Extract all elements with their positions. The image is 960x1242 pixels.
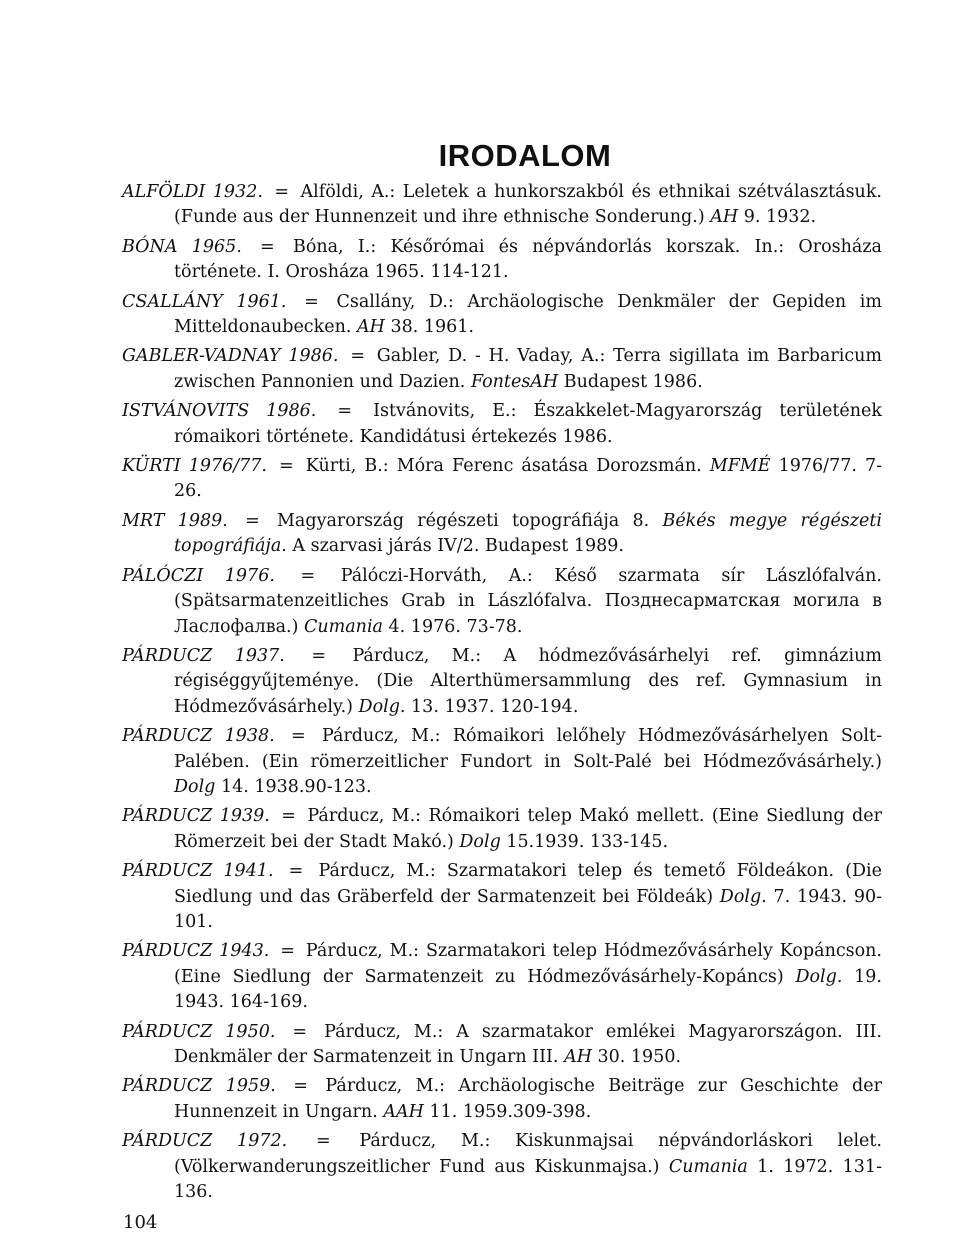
reference-key: PÁRDUCZ 1943. (122, 941, 270, 962)
reference-entry (122, 1020, 882, 1071)
reference-journal: Dolg. (719, 886, 767, 907)
reference-text: Párducz, M.: Szarmatakori telep és temető Földeákon. (Die Siedlung und das Gräberfeld der Sarmatenzeit bei Földeák) (174, 861, 882, 907)
reference-entry (122, 804, 882, 855)
reference-text: 7. 1943. 90-101. (174, 886, 883, 932)
reference-entry (122, 454, 882, 505)
equals-sign: = (260, 236, 275, 257)
reference-text: 14. 1938.90-123. (215, 776, 372, 797)
equals-sign: = (291, 726, 306, 747)
reference-key: PÁLÓCZI 1976. (122, 565, 275, 586)
reference-key: GABLER-VADNAY 1986. (122, 346, 339, 367)
reference-text: 9. 1932. (738, 207, 817, 228)
reference-key: PÁRDUCZ 1938. (122, 726, 275, 747)
reference-entry (122, 290, 882, 341)
reference-text: Párducz, M.: Archäologische Beiträge zur Geschichte der Hunnenzeit in Ungarn. (174, 1076, 882, 1122)
reference-journal: Cumania (303, 616, 383, 637)
reference-key: PÁRDUCZ 1941. (122, 861, 274, 882)
reference-text: Gabler, D. - H. Vaday, A.: Terra sigillata im Barbaricum zwischen Pannonien und Dazien. (174, 346, 882, 392)
reference-key: PÁRDUCZ 1937. (122, 645, 285, 666)
reference-text: 19. 1943. 164-169. (174, 966, 882, 1013)
reference-journal: AAH (383, 1101, 424, 1122)
equals-sign: = (280, 941, 295, 962)
page-number: 104 (123, 1212, 158, 1233)
equals-sign: = (315, 1131, 331, 1152)
reference-text: Budapest 1986. (558, 371, 703, 392)
reference-text: Istvánovits, E.: Északkelet-Magyarország területének rómaikori története. Kandidátusi értekezés 1986. (174, 401, 882, 447)
reference-entry (122, 564, 882, 640)
reference-entry (122, 939, 882, 1015)
reference-key: PÁRDUCZ 1959. (122, 1076, 276, 1097)
reference-text: 1. 1972. 131-136. (174, 1156, 882, 1203)
equals-sign: = (337, 401, 353, 422)
reference-entry (122, 509, 882, 560)
reference-journal: AH (564, 1047, 592, 1067)
equals-sign: = (279, 456, 294, 477)
reference-text: 15.1939. 133-145. (500, 831, 669, 852)
reference-key: MRT 1989. (122, 510, 228, 531)
reference-entry (122, 235, 882, 286)
reference-text: Párducz, M.: A szarmatakor emlékei Magyarországon. III. Denkmäler der Sarmatenzeit in Ungarn III. (174, 1021, 882, 1067)
reference-key: CSALLÁNY 1961. (122, 291, 287, 312)
reference-key: ALFÖLDI 1932. (122, 182, 263, 202)
reference-journal: AH (356, 317, 385, 338)
equals-sign: = (350, 346, 365, 367)
reference-journal: Cumania (668, 1156, 748, 1177)
reference-text: Párducz, M.: Rómaikori lelőhely Hódmezővásárhelyen Solt-Palében. (Ein römerzeitlicher Fundort in Solt-Palé bei Hódmezővásárhely.) (174, 726, 882, 772)
reference-text: Kürti, B.: Móra Ferenc ásatása Dorozsmán. (305, 456, 710, 477)
reference-text: 30. 1950. (591, 1047, 682, 1067)
reference-text: Párducz, M.: Szarmatakori telep Hódmezővásárhely Kopáncson. (Eine Siedlung der Sarmatenzeit zu Hódmezővásárhely-Kopáncs) (174, 941, 882, 987)
reference-text: 38. 1961. (384, 317, 474, 338)
reference-entry (122, 399, 882, 450)
reference-list (122, 180, 882, 1209)
reference-text: Párducz, M.: Kiskunmajsai népvándorláskori lelet. (Völkerwanderungszeitlicher Fund aus Kiskunmajsa.) (174, 1131, 882, 1177)
reference-entry (122, 724, 882, 800)
equals-sign: = (293, 1076, 308, 1097)
reference-text: 4. 1976. 73-78. (382, 616, 523, 637)
reference-entry (122, 1129, 882, 1205)
reference-key: BÓNA 1965. (122, 236, 242, 257)
reference-key: PÁRDUCZ 1972. (122, 1131, 288, 1152)
reference-entry (122, 1074, 882, 1125)
equals-sign: = (292, 1021, 308, 1042)
reference-key: KÜRTI 1976/77. (122, 456, 267, 477)
equals-sign: = (288, 861, 304, 882)
page-title: IRODALOM (438, 138, 612, 173)
reference-journal: Dolg. (795, 966, 843, 987)
reference-journal: Dolg. (358, 696, 406, 717)
equals-sign: = (274, 182, 290, 202)
reference-text: Párducz, M.: Rómaikori telep Makó mellett. (Eine Siedlung der Römerzeit bei der Stadt Makó.) (174, 806, 882, 852)
reference-text: Csallány, D.: Archäologische Denkmäler der Gepiden im Mitteldonaubecken. (174, 291, 882, 338)
reference-text: A szarvasi járás IV/2. Budapest 1989. (286, 536, 624, 557)
equals-sign: = (311, 645, 326, 666)
reference-entry (122, 344, 882, 395)
equals-sign: = (281, 806, 296, 827)
reference-key: PÁRDUCZ 1939. (122, 806, 270, 827)
reference-entry (122, 180, 882, 231)
reference-text: Magyarország régészeti topográfiája 8. (277, 510, 663, 531)
reference-text: 13. 1937. 120-194. (405, 696, 579, 717)
reference-journal: AH (710, 207, 739, 228)
reference-key: PÁRDUCZ 1950. (122, 1021, 276, 1042)
reference-text: Alföldi, A.: Leletek a hunkorszakból és ethnikai szétválasztásuk. (Funde aus der Hunnenzeit und ihre ethnische Sonderung.) (174, 182, 882, 228)
reference-journal: FontesAH (470, 371, 559, 392)
equals-sign: = (304, 291, 319, 312)
reference-journal: Dolg (174, 776, 216, 797)
equals-sign: = (300, 565, 316, 586)
reference-text: 11. 1959.309-398. (423, 1101, 592, 1122)
reference-entry (122, 859, 882, 935)
reference-text: 1976/77. 7-26. (174, 456, 882, 502)
reference-journal: MFMÉ (709, 456, 771, 477)
reference-journal: Békés megye régészeti topográfiája. (174, 510, 882, 557)
reference-text: Pálóczi-Horváth, A.: Késő szarmata sír Lászlófalván. (Spätsarmatenzeitliches Grab in Lászlófalva. Позднесарматская могила в Ласлофалва.) (174, 565, 882, 637)
reference-text: Párducz, M.: A hódmezővásárhelyi ref. gimnázium régiséggyűjteménye. (Die Alterthümersammlung des ref. Gymnasium in Hódmezővásárhely.) (174, 645, 882, 717)
reference-entry (122, 644, 882, 720)
reference-journal: Dolg (459, 831, 501, 852)
equals-sign: = (245, 510, 260, 531)
reference-key: ISTVÁNOVITS 1986. (122, 401, 317, 422)
reference-text: Bóna, I.: Későrómai és népvándorlás korszak. In.: Orosháza története. I. Orosháza 1965. 114-121. (174, 236, 882, 283)
